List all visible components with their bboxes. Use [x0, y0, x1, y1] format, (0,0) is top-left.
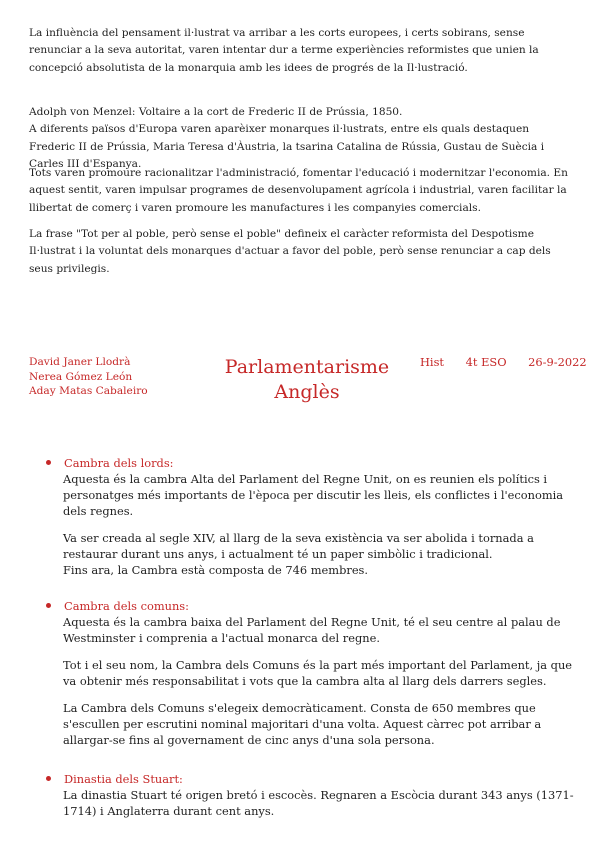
intro-paragraph-3: Tots varen promoure racionalitzar l'administració, fomentar l'educació i modernitzar l'economia. En aquest sentit, varen impulsar programes de desenvolupament agrícola i industrial, varen facilitar la llibertat de comerç i varen promoure les manufactures i les companyies comercials.	[29, 167, 568, 214]
intro-paragraph-1: La influència del pensament il·lustrat va arribar a les corts europees, i certs sobirans, sense renunciar a la seva autoritat, varen intentar dur a terme experiències reformistes que unien la concepció absolutista de la monarquia amb les idees de progrés de la Il·lustració.	[29, 27, 539, 74]
bullet-icon	[46, 776, 51, 781]
date-label: 26-9-2022	[528, 355, 587, 369]
page-title-line-2: Anglès	[274, 381, 340, 403]
document-meta	[420, 355, 587, 370]
page-title-line-1: Parlamentarisme	[224, 356, 390, 378]
intro-paragraph-4: La frase "Tot per al poble, però sense el poble" defineix el caràcter reformista del Despotisme Il·lustrat i la voluntat dels monarques d'actuar a favor del poble, però sense renunciar a cap dels seus privilegis.	[29, 228, 551, 275]
section-paragraph: Aquesta és la cambra baixa del Parlament del Regne Unit, té el seu centre al palau de Westminster i comprenia a l'actual monarca del regne.	[63, 615, 561, 645]
section-paragraph: Aquesta és la cambra Alta del Parlament del Regne Unit, on es reunien els polítics i personatges més importants de l'època per discutir les lleis, els conflictes i l'economia dels regnes.	[63, 472, 564, 518]
section-paragraph: La dinastia Stuart té origen bretó i escocès. Regnaren a Escòcia durant 343 anys (1371-1714) i Anglaterra durant cent anys.	[63, 788, 574, 818]
section-title: Dinastia dels Stuart:	[64, 772, 183, 786]
bullet-icon	[46, 460, 51, 465]
author-name: Nerea Gómez León	[29, 370, 133, 383]
section-paragraph: Va ser creada al segle XIV, al llarg de la seva existència va ser abolida i tornada a restaurar durant uns anys, i actualment té un paper simbòlic i tradicional.	[63, 531, 534, 561]
author-name: David Janer Llodrà	[29, 356, 131, 368]
section-paragraph: Fins ara, la Cambra està composta de 746 membres.	[63, 563, 369, 577]
subject-label: Hist	[420, 355, 444, 369]
page-title	[197, 355, 417, 405]
section-cambra-lords	[46, 455, 578, 589]
author-list	[29, 355, 148, 399]
section-title: Cambra dels lords:	[64, 456, 174, 470]
section-dinastia-stuart	[46, 771, 578, 830]
image-caption-block	[29, 104, 577, 174]
course-label: 4t ESO	[465, 355, 507, 369]
section-title: Cambra dels comuns:	[64, 599, 189, 613]
author-name: Aday Matas Cabaleiro	[29, 385, 148, 397]
section-cambra-comuns	[46, 598, 578, 759]
intro-paragraph-2: A diferents països d'Europa varen aparèixer monarques il·lustrats, entre els quals destaquen Frederic II de Prússia, Maria Teresa d'Àustria, la tsarina Catalina de Rússia, Gustau de Suècia i Carles III d'Espanya.	[29, 123, 545, 171]
section-paragraph: Tot i el seu nom, la Cambra dels Comuns és la part més important del Parlament, ja que va obtenir més responsabilitat i vots que la cambra alta al llarg dels darrers segles.	[63, 658, 573, 688]
section-paragraph: La Cambra dels Comuns s'elegeix democràticament. Consta de 650 membres que s'escullen per escrutini nominal majoritari d'una volta. Aquest càrrec pot arribar a allargar-se fins al governament de cinc anys d'una sola persona.	[63, 701, 542, 747]
bullet-icon	[46, 603, 51, 608]
image-caption: Adolph von Menzel: Voltaire a la cort de Frederic II de Prússia, 1850.	[29, 106, 403, 118]
